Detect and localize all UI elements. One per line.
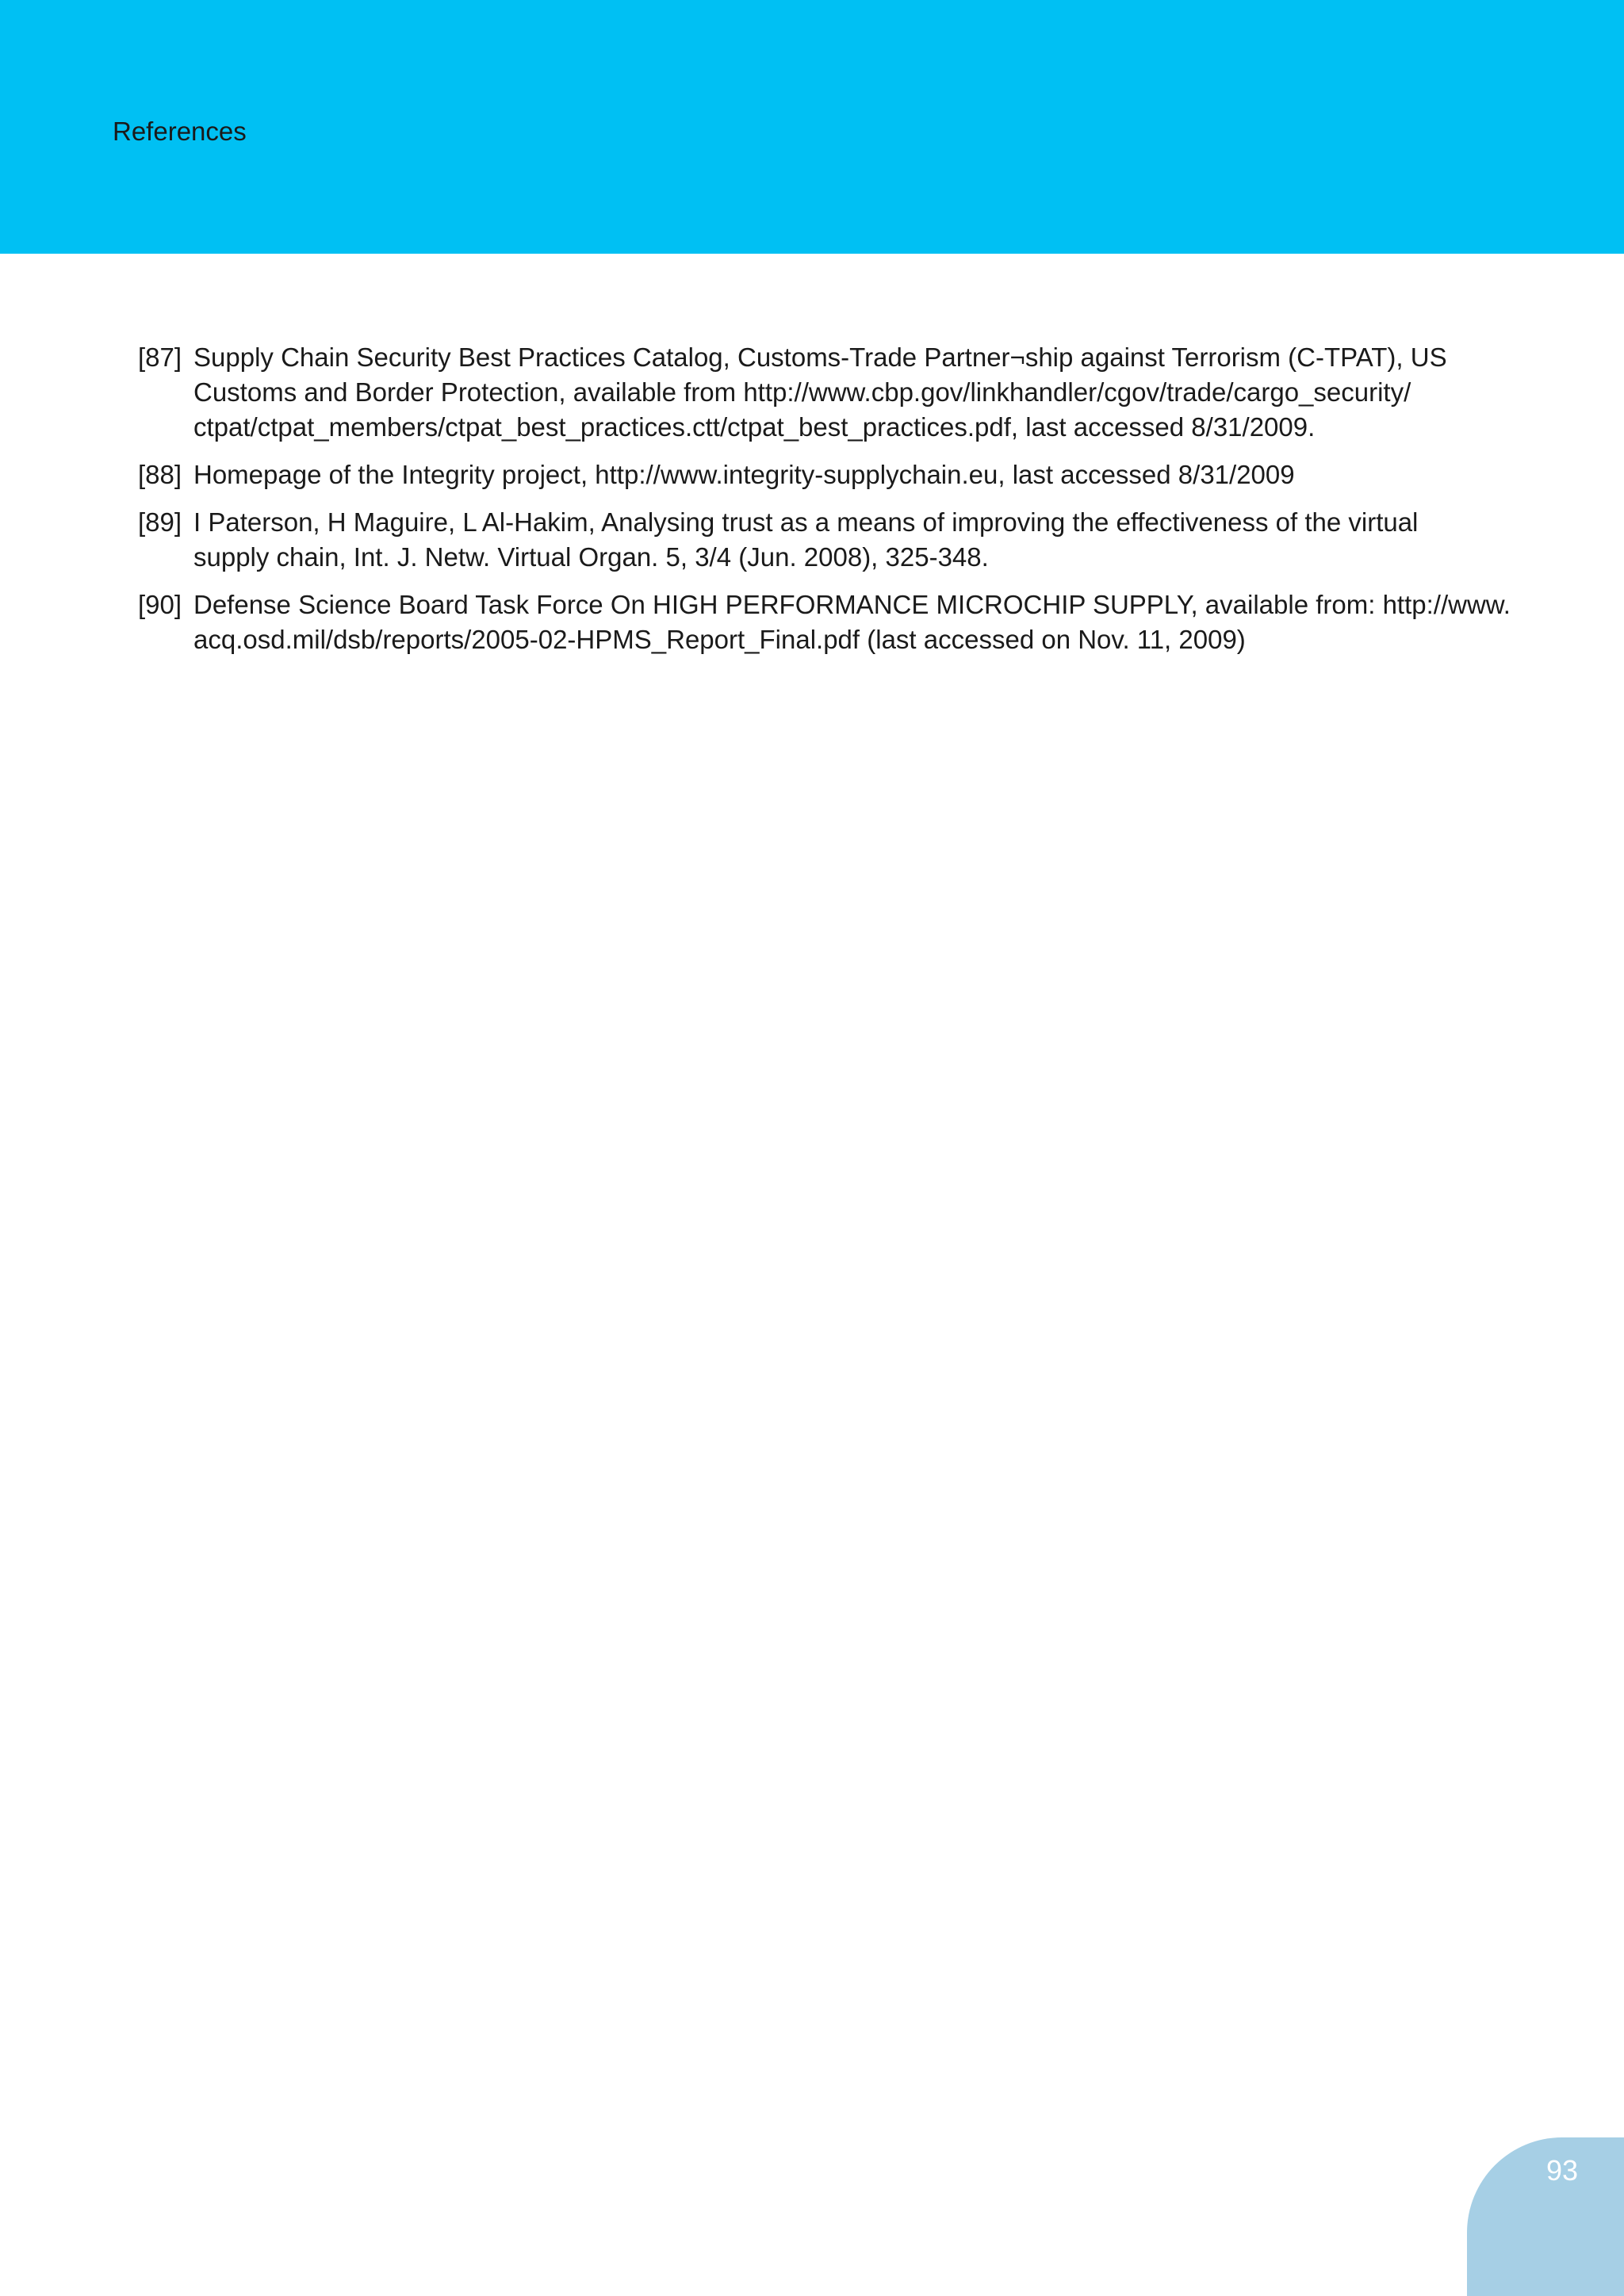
reference-number: [88] bbox=[138, 460, 182, 489]
reference-number: [89] bbox=[138, 507, 182, 537]
reference-text-line: Homepage of the Integrity project, http://www.integrity-supplychain.eu, last accessed 8/31/2009 bbox=[193, 460, 1295, 489]
reference-text-line: I Paterson, H Maguire, L Al-Hakim, Analysing trust as a means of improving the effectiveness of the virtual bbox=[193, 507, 1419, 537]
reference-88 bbox=[138, 457, 1438, 492]
reference-text-line: supply chain, Int. J. Netw. Virtual Organ. 5, 3/4 (Jun. 2008), 325-348. bbox=[193, 542, 989, 572]
reference-text-line: Defense Science Board Task Force On HIGH PERFORMANCE MICROCHIP SUPPLY, available from: http://www. bbox=[193, 590, 1511, 619]
reference-list bbox=[138, 340, 1511, 670]
reference-number: [87] bbox=[138, 342, 182, 372]
reference-text-line: acq.osd.mil/dsb/reports/2005-02-HPMS_Report_Final.pdf (last accessed on Nov. 11, 2009) bbox=[193, 625, 1246, 654]
page-number-tab bbox=[1467, 2137, 1624, 2296]
reference-text-line: ctpat/ctpat_members/ctpat_best_practices.ctt/ctpat_best_practices.pdf, last accessed 8/31/2009. bbox=[193, 412, 1316, 442]
reference-87 bbox=[138, 340, 1447, 445]
reference-number: [90] bbox=[138, 590, 182, 619]
section-title: References bbox=[113, 117, 247, 146]
page-number: 93 bbox=[1546, 2154, 1579, 2187]
reference-text-line: Supply Chain Security Best Practices Catalog, Customs-Trade Partner¬ship against Terrorism (C-TPAT), US bbox=[193, 342, 1447, 372]
reference-text-line: Customs and Border Protection, available from http://www.cbp.gov/linkhandler/cgov/trade/cargo_security/ bbox=[193, 377, 1411, 407]
reference-90 bbox=[138, 587, 1511, 657]
reference-89 bbox=[138, 505, 1438, 575]
